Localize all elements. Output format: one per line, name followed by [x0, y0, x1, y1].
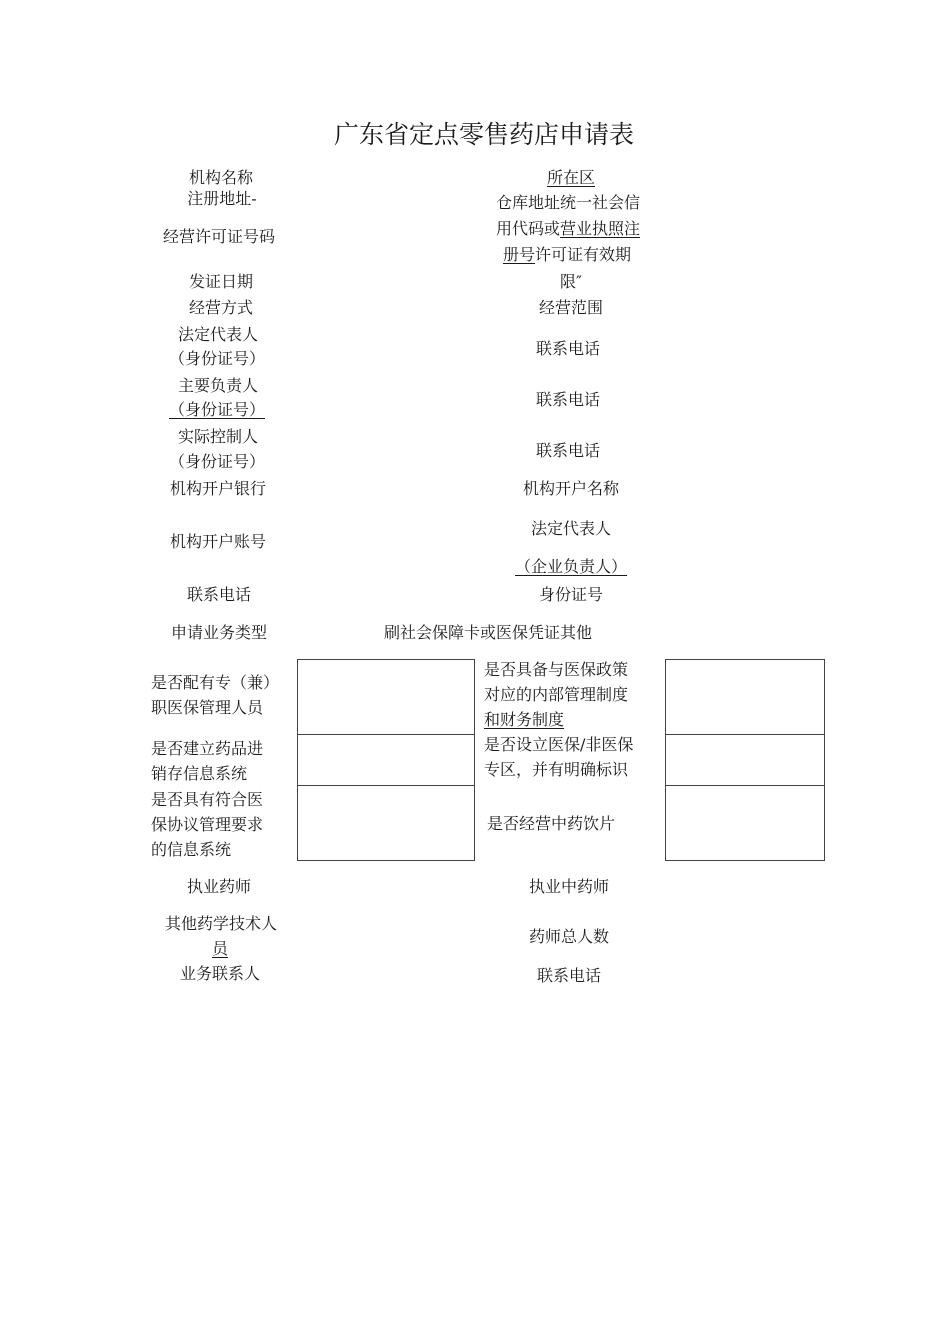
label-pharmacist-total: 药师总人数	[528, 927, 610, 946]
label-q2	[484, 657, 628, 732]
label-tcm-pharmacist: 执业中药师	[528, 877, 610, 896]
label-district: 所在区	[546, 168, 596, 187]
label-q3-line2: 销存信息系统	[151, 764, 248, 783]
label-reg-address: 注册地址-	[187, 189, 257, 208]
label-biz-scope: 经营范围	[538, 298, 604, 317]
label-warehouse-block	[496, 195, 640, 211]
label-id-no: 身份证号	[538, 585, 604, 604]
label-biz-mode: 经营方式	[188, 298, 254, 317]
warehouse-line-1: 仓库地址统一社会信	[496, 193, 641, 212]
label-apply-type: 申请业务类型	[170, 623, 268, 642]
label-q3-line1: 是否建立药品进	[151, 739, 264, 758]
label-q2-line2: 对应的内部管理制度	[484, 685, 629, 704]
label-phone-1: 联系电话	[535, 339, 601, 358]
label-q1-line1: 是否配有专（兼）	[151, 673, 280, 692]
warehouse-line-2	[496, 221, 640, 237]
label-license-no: 经营许可证号码	[162, 227, 276, 246]
label-phone-2: 联系电话	[535, 390, 601, 409]
warehouse-line-3	[503, 247, 631, 263]
label-q5-line3: 的信息系统	[151, 840, 232, 859]
warehouse-line-3b: 许可证有效期	[535, 245, 632, 264]
label-legal-rep-id: （身份证号）	[168, 349, 266, 368]
label-q2-line3: 和财务制度	[484, 710, 565, 729]
label-pharmacist: 执业药师	[186, 877, 252, 896]
answer-box-q4[interactable]	[665, 734, 825, 786]
label-principal-id: （身份证号）	[168, 400, 266, 419]
label-controller-id: （身份证号）	[168, 452, 266, 471]
label-q5	[151, 787, 263, 862]
label-q2-line1: 是否具备与医保政策	[484, 660, 629, 679]
label-phone-4: 联系电话	[186, 585, 252, 604]
page-title: 广东省定点零售药店申请表	[333, 120, 635, 149]
warehouse-line-2a: 用代码或	[496, 219, 561, 238]
label-q6: 是否经营中药饮片	[487, 814, 616, 833]
label-org-name: 机构名称	[188, 168, 254, 187]
label-issue-date: 发证日期	[188, 272, 254, 291]
answer-box-q1[interactable]	[297, 659, 475, 735]
answer-box-q6[interactable]	[665, 785, 825, 861]
label-q3	[151, 736, 263, 786]
label-account-no: 机构开户账号	[169, 532, 267, 551]
label-bank: 机构开户银行	[169, 479, 267, 498]
label-account-name: 机构开户名称	[522, 479, 620, 498]
warehouse-line-4: 限″	[560, 272, 582, 291]
label-controller: 实际控制人	[177, 427, 259, 446]
label-other-staff: 其他药学技术人	[164, 914, 278, 933]
warehouse-line-2b: 营业执照注	[560, 219, 641, 238]
answer-box-q3[interactable]	[297, 734, 475, 786]
warehouse-line-3a: 册号	[503, 245, 536, 264]
answer-box-q5[interactable]	[297, 785, 475, 861]
label-legal-rep: 法定代表人	[177, 325, 259, 344]
label-q5-line1: 是否具有符合医	[151, 790, 264, 809]
label-q1	[151, 670, 279, 720]
answer-box-q2[interactable]	[665, 659, 825, 735]
label-other-staff-2: 员	[211, 939, 229, 958]
label-phone-5: 联系电话	[536, 966, 602, 985]
label-phone-3: 联系电话	[535, 441, 601, 460]
label-q5-line2: 保协议管理要求	[151, 815, 264, 834]
label-q4-line1: 是否设立医保/非医保	[484, 735, 634, 754]
label-legal-rep-right: 法定代表人	[530, 519, 612, 538]
label-q4	[484, 732, 633, 782]
label-apply-options: 刷社会保障卡或医保凭证其他	[383, 623, 593, 642]
label-principal: 主要负责人	[177, 376, 259, 395]
label-q1-line2: 职医保管理人员	[151, 698, 264, 717]
label-enterprise-head: （企业负责人）	[514, 557, 628, 576]
label-q4-line2: 专区，并有明确标识	[484, 760, 629, 779]
label-contact-person: 业务联系人	[179, 964, 261, 983]
